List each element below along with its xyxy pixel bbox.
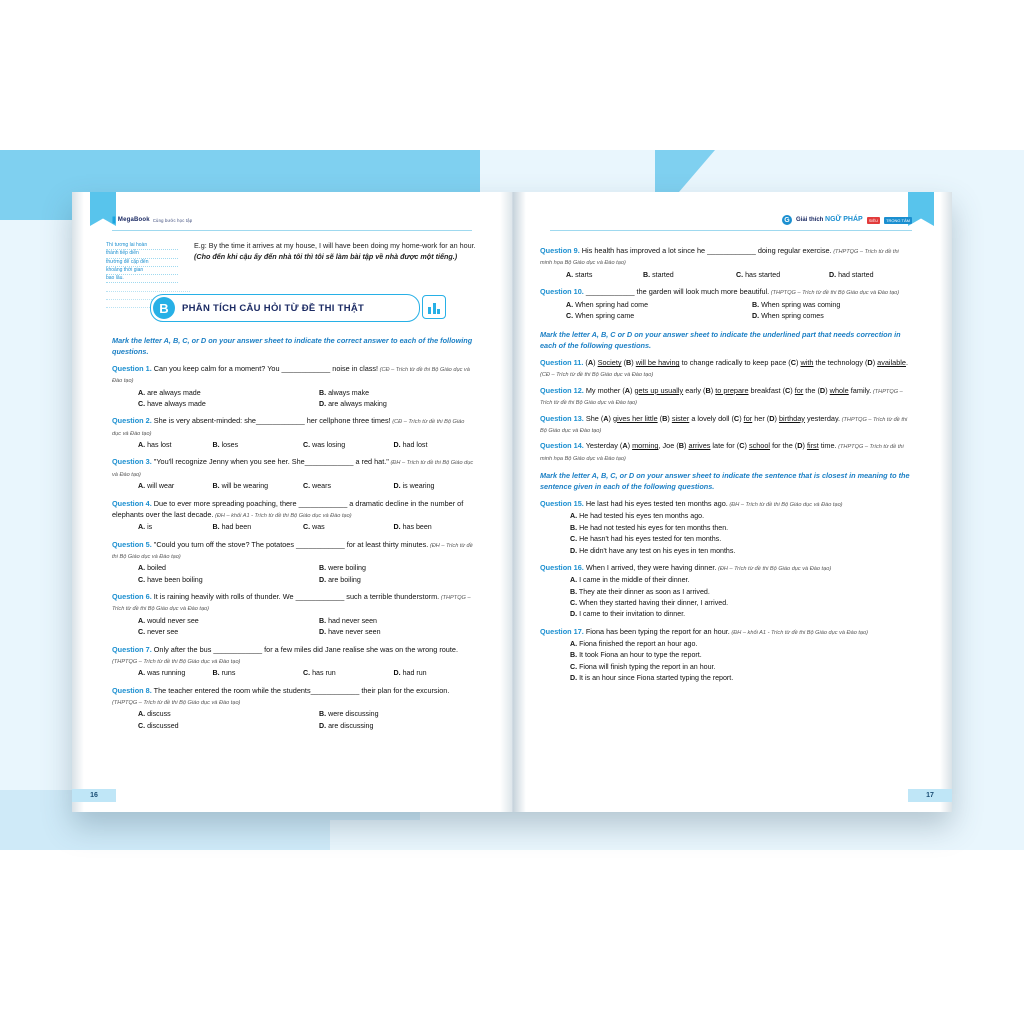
- option-item[interactable]: A. would never see: [138, 616, 199, 625]
- question-item: [112, 456, 474, 492]
- option-item[interactable]: A. He had tested his eyes ten months ago.: [570, 512, 705, 521]
- option-item[interactable]: C. was: [303, 523, 325, 532]
- option-list: [112, 481, 474, 492]
- question-source: (THPTQG – Trích từ đề thi minh họa Bộ Giáo dục và Đào tạo): [540, 444, 904, 462]
- question-text: [540, 245, 912, 268]
- question-source: (ĐH – Trích từ đề thi Bộ Giáo dục và Đào tạo): [716, 565, 832, 572]
- header-right: [550, 212, 912, 228]
- option-item[interactable]: C. Fiona will finish typing the report in an hour.: [570, 662, 716, 671]
- question-item: [112, 498, 474, 534]
- question-source: (THPTQG – Trích từ đề thi Bộ Giáo dục và Đào tạo): [769, 290, 900, 297]
- question-source: (ĐH – khối A1 - Trích từ đề thi Bộ Giáo dục và Đào tạo): [213, 512, 352, 519]
- question-body: (A) Society (B) will be having to change radically to keep pace (C) with the technology (D) available.: [583, 358, 909, 368]
- option-item[interactable]: C. has run: [303, 669, 336, 678]
- question-item: [540, 562, 912, 621]
- page-number-right: 17: [908, 789, 952, 802]
- option-list: [540, 270, 912, 281]
- question-text: [112, 591, 474, 614]
- question-item: [540, 385, 912, 408]
- option-item[interactable]: D. are boiling: [319, 575, 361, 584]
- question-label: Question 10.: [540, 287, 584, 297]
- page-right-edge-shadow: [940, 192, 952, 812]
- option-list: [540, 300, 912, 323]
- option-item[interactable]: D. had run: [393, 669, 427, 678]
- option-item[interactable]: A. I came in the middle of their dinner.: [570, 576, 690, 585]
- question-item: [112, 539, 474, 586]
- question-body: "You'll recognize Jenny when you see her. She____________ a red hat.": [151, 457, 389, 467]
- option-item[interactable]: A. When spring had come: [566, 300, 649, 309]
- question-text: [112, 685, 474, 708]
- margin-note-line: bao lâu.: [106, 275, 178, 283]
- margin-note-line: Thì tương lai hoàn: [106, 242, 178, 250]
- option-item[interactable]: B. It took Fiona an hour to type the report.: [570, 651, 702, 660]
- question-source: (ĐH – khối A1 - Trích từ đề thi Bộ Giáo dục và Đào tạo): [729, 629, 869, 636]
- page-number-left: 16: [72, 789, 116, 802]
- example-text: E.g: By the time it arrives at my house, I will have been doing my home-work for an hour.: [194, 241, 476, 250]
- option-item[interactable]: A. was running: [138, 669, 186, 678]
- logo-badge-2: TRỌNG TÂM: [886, 217, 910, 223]
- chart-icon: [422, 295, 446, 319]
- question-source: (THPTQG – Trích từ đề thi Bộ Giáo dục và Đào tạo): [112, 700, 241, 707]
- question-source: (ĐH – Trích từ đề thi Bộ Giáo dục và Đào tạo): [727, 502, 843, 509]
- margin-note-line: khoảng thời gian: [106, 267, 178, 275]
- option-item[interactable]: D. have never seen: [319, 628, 381, 637]
- option-item[interactable]: B. had never seen: [319, 616, 377, 625]
- option-item[interactable]: D. He didn't have any test on his eyes in ten months.: [570, 546, 736, 555]
- option-item[interactable]: D. are discussing: [319, 721, 374, 730]
- question-body: Fiona has been typing the report for an hour.: [583, 626, 730, 636]
- option-item[interactable]: B. He had not tested his eyes for ten months then.: [570, 523, 729, 532]
- question-label: Question 7.: [112, 644, 152, 654]
- option-item[interactable]: B. had been: [212, 523, 252, 532]
- option-item[interactable]: C. has started: [736, 270, 781, 279]
- megabook-logo: [112, 217, 192, 224]
- question-label: Question 1.: [112, 363, 152, 373]
- option-item[interactable]: D. It is an hour since Fiona started typing the report.: [570, 674, 734, 683]
- option-item[interactable]: C. wears: [303, 482, 331, 491]
- question-source: (CĐ – Trích từ đề thi Bộ Giáo dục và Đào tạo): [112, 419, 465, 437]
- option-item[interactable]: A. are always made: [138, 388, 201, 397]
- question-label: Question 5.: [112, 539, 152, 549]
- option-list: [112, 616, 474, 639]
- option-item[interactable]: C. was losing: [303, 441, 346, 450]
- question-source: (THPTQG – Trích từ đề thi Bộ Giáo dục và Đào tạo): [112, 595, 471, 613]
- question-source: (ĐH – Trích từ đề thi Bộ Giáo dục và Đào tạo): [112, 542, 473, 561]
- option-item[interactable]: D. had lost: [393, 441, 428, 450]
- question-text: [540, 562, 912, 573]
- question-text: [540, 440, 912, 463]
- question-item: [540, 245, 912, 281]
- question-item: [540, 440, 912, 463]
- question-label: Question 14.: [540, 441, 584, 451]
- option-item[interactable]: D. had started: [829, 270, 874, 279]
- question-label: Question 3.: [112, 457, 152, 467]
- question-body: The teacher entered the room while the students____________ their plan for the excursion.: [151, 685, 450, 695]
- option-item[interactable]: A. starts: [566, 270, 593, 279]
- option-list: [112, 709, 474, 732]
- question-item: [540, 626, 912, 685]
- question-item: [540, 498, 912, 557]
- question-text: [540, 413, 912, 436]
- page-left: [72, 192, 512, 812]
- question-body: Only after the bus ____________ for a few miles did Jane realise she was on the wrong route.: [151, 644, 458, 654]
- instruction-3: Mark the letter A, B, C, or D on your answer sheet to indicate the sentence that is closest in meaning to the sentence given in each of the following questions.: [540, 471, 910, 492]
- brand-tagline: Cùng bước học tập: [152, 217, 193, 223]
- question-item: [540, 286, 912, 322]
- option-item[interactable]: C. discussed: [138, 721, 179, 730]
- example-translation: (Cho đến khi cậu ấy đến nhà tôi thì tôi sẽ làm bài tập về nhà được một tiếng.): [194, 252, 458, 262]
- option-list: [540, 511, 912, 556]
- question-body: ____________ the garden will look much more beautiful.: [583, 287, 770, 297]
- option-item[interactable]: B. They ate their dinner as soon as I arrived.: [570, 587, 710, 596]
- question-item: [540, 357, 912, 380]
- option-item[interactable]: B. were discussing: [319, 710, 379, 719]
- question-text: [112, 415, 474, 438]
- question-label: Question 11.: [540, 358, 584, 368]
- question-body: Can you keep calm for a moment? You ____________ noise in class!: [151, 363, 379, 373]
- margin-note: [106, 242, 178, 283]
- question-text: [540, 385, 912, 408]
- left-page-content: [112, 328, 474, 732]
- question-text: [112, 498, 474, 521]
- option-item[interactable]: B. always make: [319, 388, 370, 397]
- question-source: (THPTQG – Trích từ đề thi minh họa Bộ Giáo dục và Đào tạo): [540, 249, 899, 267]
- example-block: [194, 240, 476, 262]
- brand-name: MegaBook: [117, 217, 150, 223]
- option-item[interactable]: A. discuss: [138, 710, 171, 719]
- question-item: [112, 363, 474, 410]
- question-body: She (A) gives her little (B) sister a lovely doll (C) for her (D) birthday yesterday.: [583, 413, 841, 423]
- question-text: [540, 357, 912, 380]
- right-question-list-part2: [540, 357, 912, 463]
- logo-word-1: Giải thích: [796, 217, 824, 224]
- question-body: "Could you turn off the stove? The potatoes ____________ for at least thirty minutes.: [151, 539, 429, 549]
- question-item: [112, 685, 474, 732]
- question-label: Question 6.: [112, 592, 152, 602]
- right-question-list-part3: [540, 498, 912, 684]
- question-source: (CĐ – Trích từ đề thi Bộ Giáo dục và Đào tạo): [540, 372, 654, 379]
- question-item: [112, 644, 474, 680]
- question-label: Question 4.: [112, 498, 152, 508]
- option-item[interactable]: C. have always made: [138, 400, 206, 408]
- instruction-2: Mark the letter A, B, C or D on your answer sheet to indicate the underlined part that needs correction in each of the following questions.: [540, 330, 901, 351]
- option-item[interactable]: C. He hasn't had his eyes tested for ten months.: [570, 535, 722, 544]
- option-list: [112, 563, 474, 586]
- question-text: [540, 626, 912, 637]
- page-left-edge-shadow: [72, 192, 84, 812]
- option-list: [112, 668, 474, 679]
- question-label: Question 13.: [540, 413, 584, 423]
- question-item: [112, 591, 474, 638]
- option-item[interactable]: A. is: [138, 523, 153, 532]
- option-item[interactable]: D. I came to their invitation to dinner.: [570, 610, 686, 619]
- option-item[interactable]: B. were boiling: [319, 564, 366, 573]
- question-label: Question 8.: [112, 685, 152, 695]
- question-source: (THPTQG – Trích từ đề thi Bộ Giáo dục và Đào tạo): [112, 658, 241, 665]
- option-item[interactable]: A. has lost: [138, 441, 172, 450]
- option-item[interactable]: A. boiled: [138, 564, 166, 573]
- option-item[interactable]: C. When they started having their dinner, I arrived.: [570, 598, 729, 607]
- question-text: [112, 644, 474, 667]
- option-list: [112, 522, 474, 533]
- question-label: Question 17.: [540, 626, 584, 636]
- option-list: [540, 575, 912, 620]
- question-body: Due to ever more spreading poaching, there ____________ a dramatic decline in the number of elephants over the last decade.: [112, 498, 464, 519]
- question-text: [112, 456, 474, 479]
- section-title: PHÂN TÍCH CÂU HỎI TỪ ĐỀ THI THẬT: [182, 302, 365, 314]
- question-label: Question 2.: [112, 416, 152, 426]
- option-item[interactable]: D. are always making: [319, 400, 387, 408]
- section-letter-badge: B: [153, 297, 175, 319]
- question-label: Question 15.: [540, 499, 584, 509]
- option-list: [112, 388, 474, 411]
- option-item[interactable]: D. When spring comes: [752, 311, 824, 320]
- right-page-content: [540, 240, 912, 684]
- question-text: [112, 363, 474, 386]
- question-item: [540, 413, 912, 436]
- logo-word-2: NGỮ PHÁP: [825, 216, 863, 224]
- open-book: [72, 192, 952, 812]
- option-list: [540, 639, 912, 684]
- section-b-banner: [150, 294, 420, 322]
- question-text: [112, 539, 474, 562]
- question-body: His health has improved a lot since he ____________ doing regular exercise.: [579, 246, 832, 255]
- option-item[interactable]: B. started: [643, 270, 674, 279]
- question-source: (THPTQG – Trích từ đề thi Bộ Giáo dục và Đào tạo): [540, 416, 908, 435]
- question-text: [540, 498, 912, 509]
- margin-note-line: thành tiếp diễn: [106, 250, 178, 258]
- logo-text: [796, 216, 863, 223]
- logo-badge-1: SIÊU: [868, 217, 879, 223]
- option-item[interactable]: B. runs: [212, 669, 236, 678]
- option-item[interactable]: C. When spring came: [566, 311, 635, 320]
- logo-circle-icon: G: [782, 215, 792, 225]
- option-list: [112, 440, 474, 451]
- question-body: When I arrived, they were having dinner.: [583, 562, 717, 572]
- question-source: (CĐ – Trích từ đề thi Bộ Giáo dục và Đào tạo): [112, 366, 470, 385]
- option-item[interactable]: B. loses: [212, 441, 239, 450]
- option-item[interactable]: A. will wear: [138, 482, 175, 491]
- question-body: My mother (A) gets up usually early (B) to prepare breakfast (C) for the (D) whole family.: [583, 385, 872, 395]
- question-body: Yesterday (A) morning, Joe (B) arrives late for (C) school for the (D) first time.: [583, 441, 837, 451]
- question-text: [540, 286, 912, 297]
- background-lower-band-2: [330, 820, 630, 850]
- option-item[interactable]: B. When spring was coming: [752, 300, 841, 309]
- question-label: Question 12.: [540, 385, 584, 395]
- option-item[interactable]: A. Fiona finished the report an hour ago.: [570, 640, 698, 648]
- question-source: (ĐH – Trích từ đề thi Bộ Giáo dục và Đào tạo): [112, 460, 474, 478]
- header-left: [112, 212, 472, 228]
- question-label: Question 16.: [540, 562, 584, 572]
- option-item[interactable]: C. have been boiling: [138, 575, 203, 584]
- question-body: He last had his eyes tested ten months ago.: [583, 499, 728, 509]
- option-item[interactable]: D. is wearing: [393, 482, 435, 491]
- page-right: [512, 192, 952, 812]
- option-item[interactable]: C. never see: [138, 628, 179, 637]
- right-question-list-part1: [540, 245, 912, 322]
- logo-bars-icon: |||: [112, 216, 115, 224]
- option-item[interactable]: D. has been: [393, 523, 432, 532]
- margin-note-line: thường để cập đến: [106, 259, 178, 267]
- grammar-book-logo: [782, 215, 912, 225]
- question-body: It is raining heavily with rolls of thunder. We ____________ such a terrible thunderstorm.: [151, 592, 440, 602]
- question-source: (THPTQG – Trích từ đề thi Bộ Giáo dục và Đào tạo): [540, 388, 903, 407]
- question-body: She is very absent-minded: she____________ her cellphone three times!: [151, 416, 391, 426]
- question-item: [112, 415, 474, 451]
- left-question-list: [112, 363, 474, 732]
- instruction-1: Mark the letter A, B, C, or D on your answer sheet to indicate the correct answer to each of the following questions.: [112, 336, 473, 356]
- option-item[interactable]: B. will be wearing: [212, 482, 269, 491]
- question-label: Question 9.: [540, 246, 580, 255]
